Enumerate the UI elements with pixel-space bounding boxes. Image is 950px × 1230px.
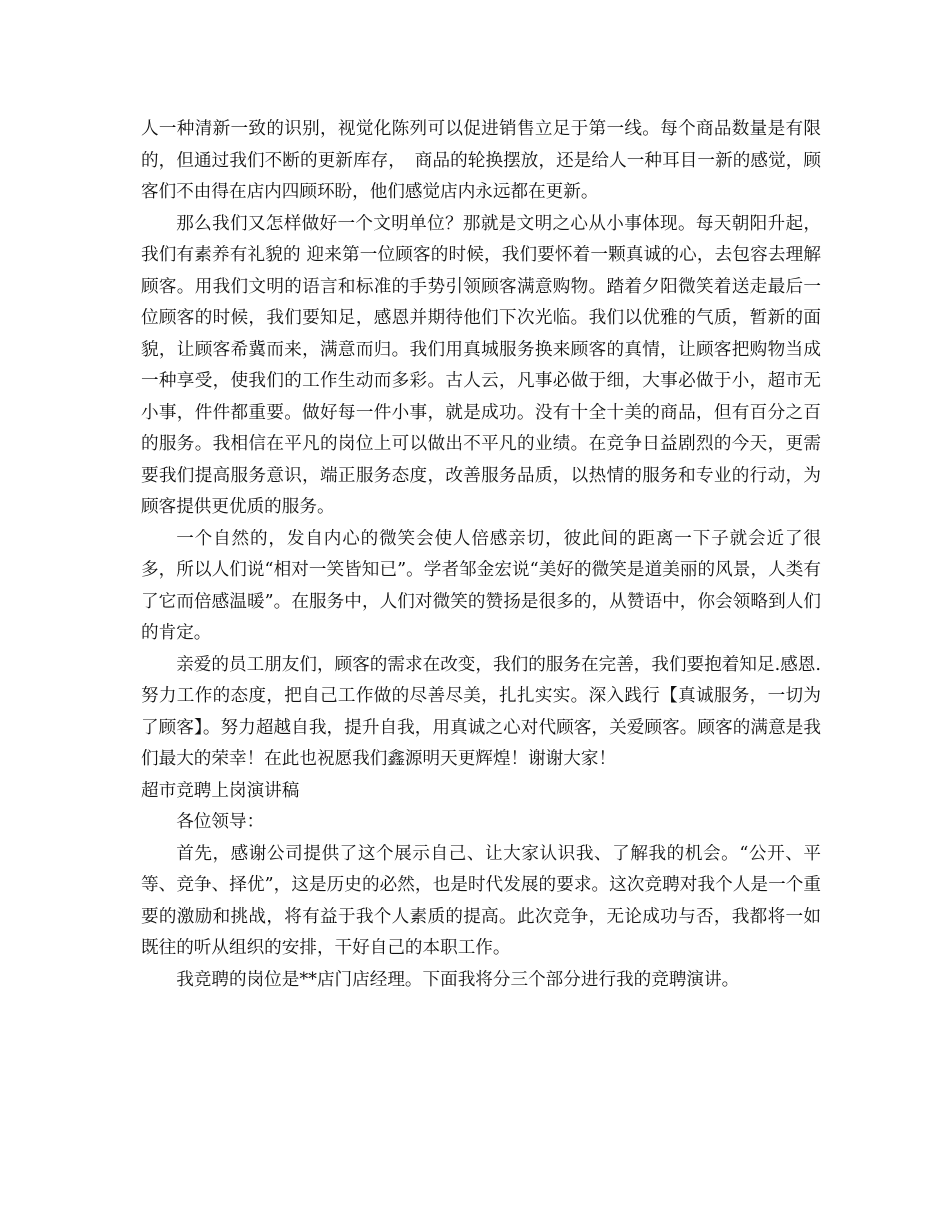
paragraph: 人一种清新一致的识别，视觉化陈列可以促进销售立足于第一线。每个商品数量是有限的，但通过我们不断的更新库存， 商品的轮换摆放，还是给人一种耳目一新的感觉，顾客们不由得在店内四顾环盼，他们感觉店内永远都在更新。 <box>141 119 821 202</box>
paragraph: 一个自然的，发自内心的微笑会使人倍感亲切，彼此间的距离一下子就会近了很多，所以人们说“相对一笑皆知已”。学者邹金宏说“美好的微笑是道美丽的风景，人类有了它而倍感温暖”。在服务中，人们对微笑的赞扬是很多的，从赞语中，你会领略到人们的肯定。 <box>141 528 821 643</box>
paragraph: 亲爱的员工朋友们，顾客的需求在改变，我们的服务在完善，我们要抱着知足.感恩.努力工作的态度，把自己工作做的尽善尽美，扎扎实实。深入践行【真诚服务，一切为了顾客】。努力超越自我，提升自我，用真诚之心对代顾客，关爱顾客。顾客的满意是我们最大的荣幸！在此也祝愿我们鑫源明天更辉煌！谢谢大家！ <box>141 654 821 769</box>
paragraph: 我竞聘的岗位是**店门店经理。下面我将分三个部分进行我的竞聘演讲。 <box>176 969 740 990</box>
paragraph: 首先，感谢公司提供了这个展示自己、让大家认识我、了解我的机会。“公开、平等、竞争、择优”，这是历史的必然，也是时代发展的要求。这次竞聘对我个人是一个重要的激励和挑战，将有益于我个人素质的提高。此次竞争，无论成功与否，我都将一如既往的听从组织的安排，干好自己的本职工作。 <box>141 843 821 958</box>
salutation: 各位领导： <box>176 812 265 832</box>
paragraph: 那么我们又怎样做好一个文明单位？那就是文明之心从小事体现。每天朝阳升起，我们有素养有礼貌的 迎来第一位顾客的时候，我们要怀着一颗真诚的心，去包容去理解顾客。用我们文明的语言和标准的手势引领顾客满意购物。踏着夕阳微笑着送走最后一位顾客的时候，我们要知足，感恩并期待他们下次光临。我们以优雅的气质，暂新的面貌，让顾客希冀而来，满意而归。我们用真城服务换来顾客的真情，让顾客把购物当成一种享受，使我们的工作生动而多彩。古人云，凡事必做于细，大事必做于小，超市无小事，件件都重要。做好每一件小事，就是成功。没有十全十美的商品，但有百分之百的服务。我相信在平凡的岗位上可以做出不平凡的业绩。在竞争日益剧烈的今天，更需要我们提高服务意识，端正服务态度，改善服务品质，以热情的服务和专业的行动，为顾客提供更优质的服务。 <box>141 213 821 517</box>
section-heading: 超市竞聘上岗演讲稿 <box>141 780 300 801</box>
document-body <box>141 114 821 996</box>
